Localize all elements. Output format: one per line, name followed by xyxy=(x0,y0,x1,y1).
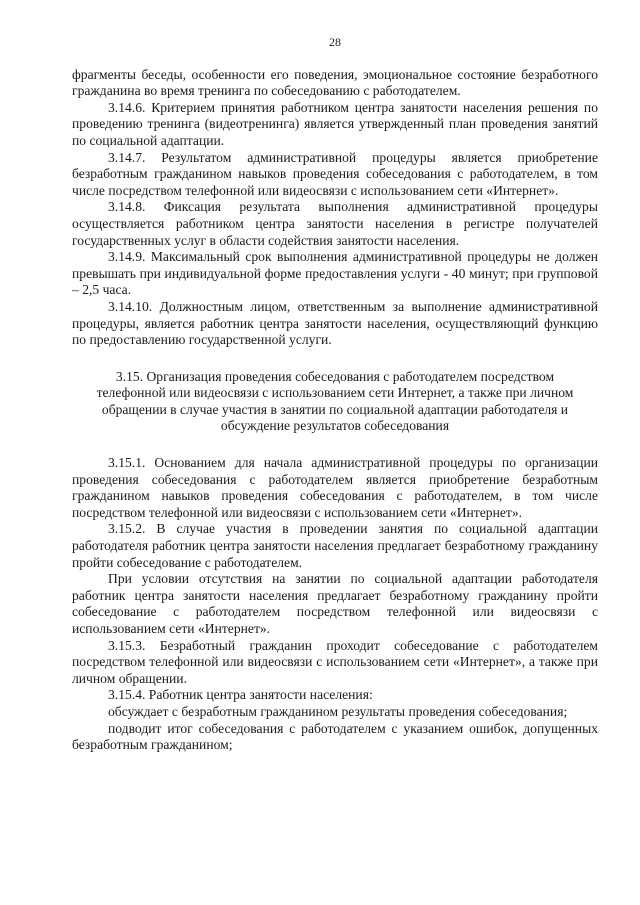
paragraph-3-14-8: 3.14.8. Фиксация результата выполнения административной процедуры осуществляется работником центра занятости населения в регистре получателей государственных услуг в области содействия занятости населения. xyxy=(72,199,598,248)
paragraph-condition: При условии отсутствия на занятии по социальной адаптации работодателя работник центра занятости населения предлагает безработному гражданину пройти собеседование с работодателем посредством телефонной или видеосвязи с использованием сети «Интернет». xyxy=(72,571,598,636)
paragraph-3-14-6: 3.14.6. Критерием принятия работником центра занятости населения решения по проведению тренинга (видеотренинга) является утвержденный план проведения занятий по социальной адаптации. xyxy=(72,99,598,148)
page-number: 28 xyxy=(329,35,341,49)
list-item-discusses: обсуждает с безработным гражданином результаты проведения собеседования; xyxy=(108,703,568,719)
section-title-3-15: 3.15. Организация проведения собеседования с работодателем посредством телефонной или видеосвязи с использованием сети Интернет, а также при личном обращении в случае участия в занятии по социальной адаптации работодателя и обсуждение результатов собеседования xyxy=(96,368,574,434)
paragraph-3-14-7: 3.14.7. Результатом административной процедуры является приобретение безработным гражданином навыков проведения собеседования с работодателем, в том числе посредством телефонной или видеосвязи с использованием сети «Интернет». xyxy=(72,149,598,198)
paragraph-3-15-3: 3.15.3. Безработный гражданин проходит собеседование с работодателем посредством телефонной или видеосвязи с использованием сети «Интернет», а также при личном обращении. xyxy=(72,637,598,686)
paragraph-3-15-2: 3.15.2. В случае участия в проведении занятия по социальной адаптации работодателя работник центра занятости населения предлагает безработному гражданину пройти собеседование с работодателем. xyxy=(72,521,598,570)
paragraph-3-15-4: 3.15.4. Работник центра занятости населения: xyxy=(108,687,373,703)
paragraphs-top xyxy=(72,67,598,349)
paragraph: фрагменты беседы, особенности его поведения, эмоциональное состояние безработного гражданина во время тренинга по собеседованию с работодателем. xyxy=(72,66,598,99)
paragraph-3-14-10: 3.14.10. Должностным лицом, ответственным за выполнение административной процедуры, является работник центра занятости населения, осуществляющий функцию по предоставлению государственной услуги. xyxy=(72,298,598,348)
list-item-summarizes: подводит итог собеседования с работодателем с указанием ошибок, допущенных безработным гражданином; xyxy=(72,720,598,753)
paragraph-3-14-9: 3.14.9. Максимальный срок выполнения административной процедуры не должен превышать при индивидуальной форме предоставления услуги - 40 минут; при групповой – 2,5 часа. xyxy=(72,249,598,298)
paragraphs-bottom xyxy=(72,455,598,754)
paragraph-3-15-1: 3.15.1. Основанием для начала административной процедуры по организации проведения собеседования с работодателем является приобретение безработным гражданином навыков проведения собеседования с работодателем, в том числе посредством телефонной или видеосвязи с использованием сети «Интернет». xyxy=(72,455,598,520)
